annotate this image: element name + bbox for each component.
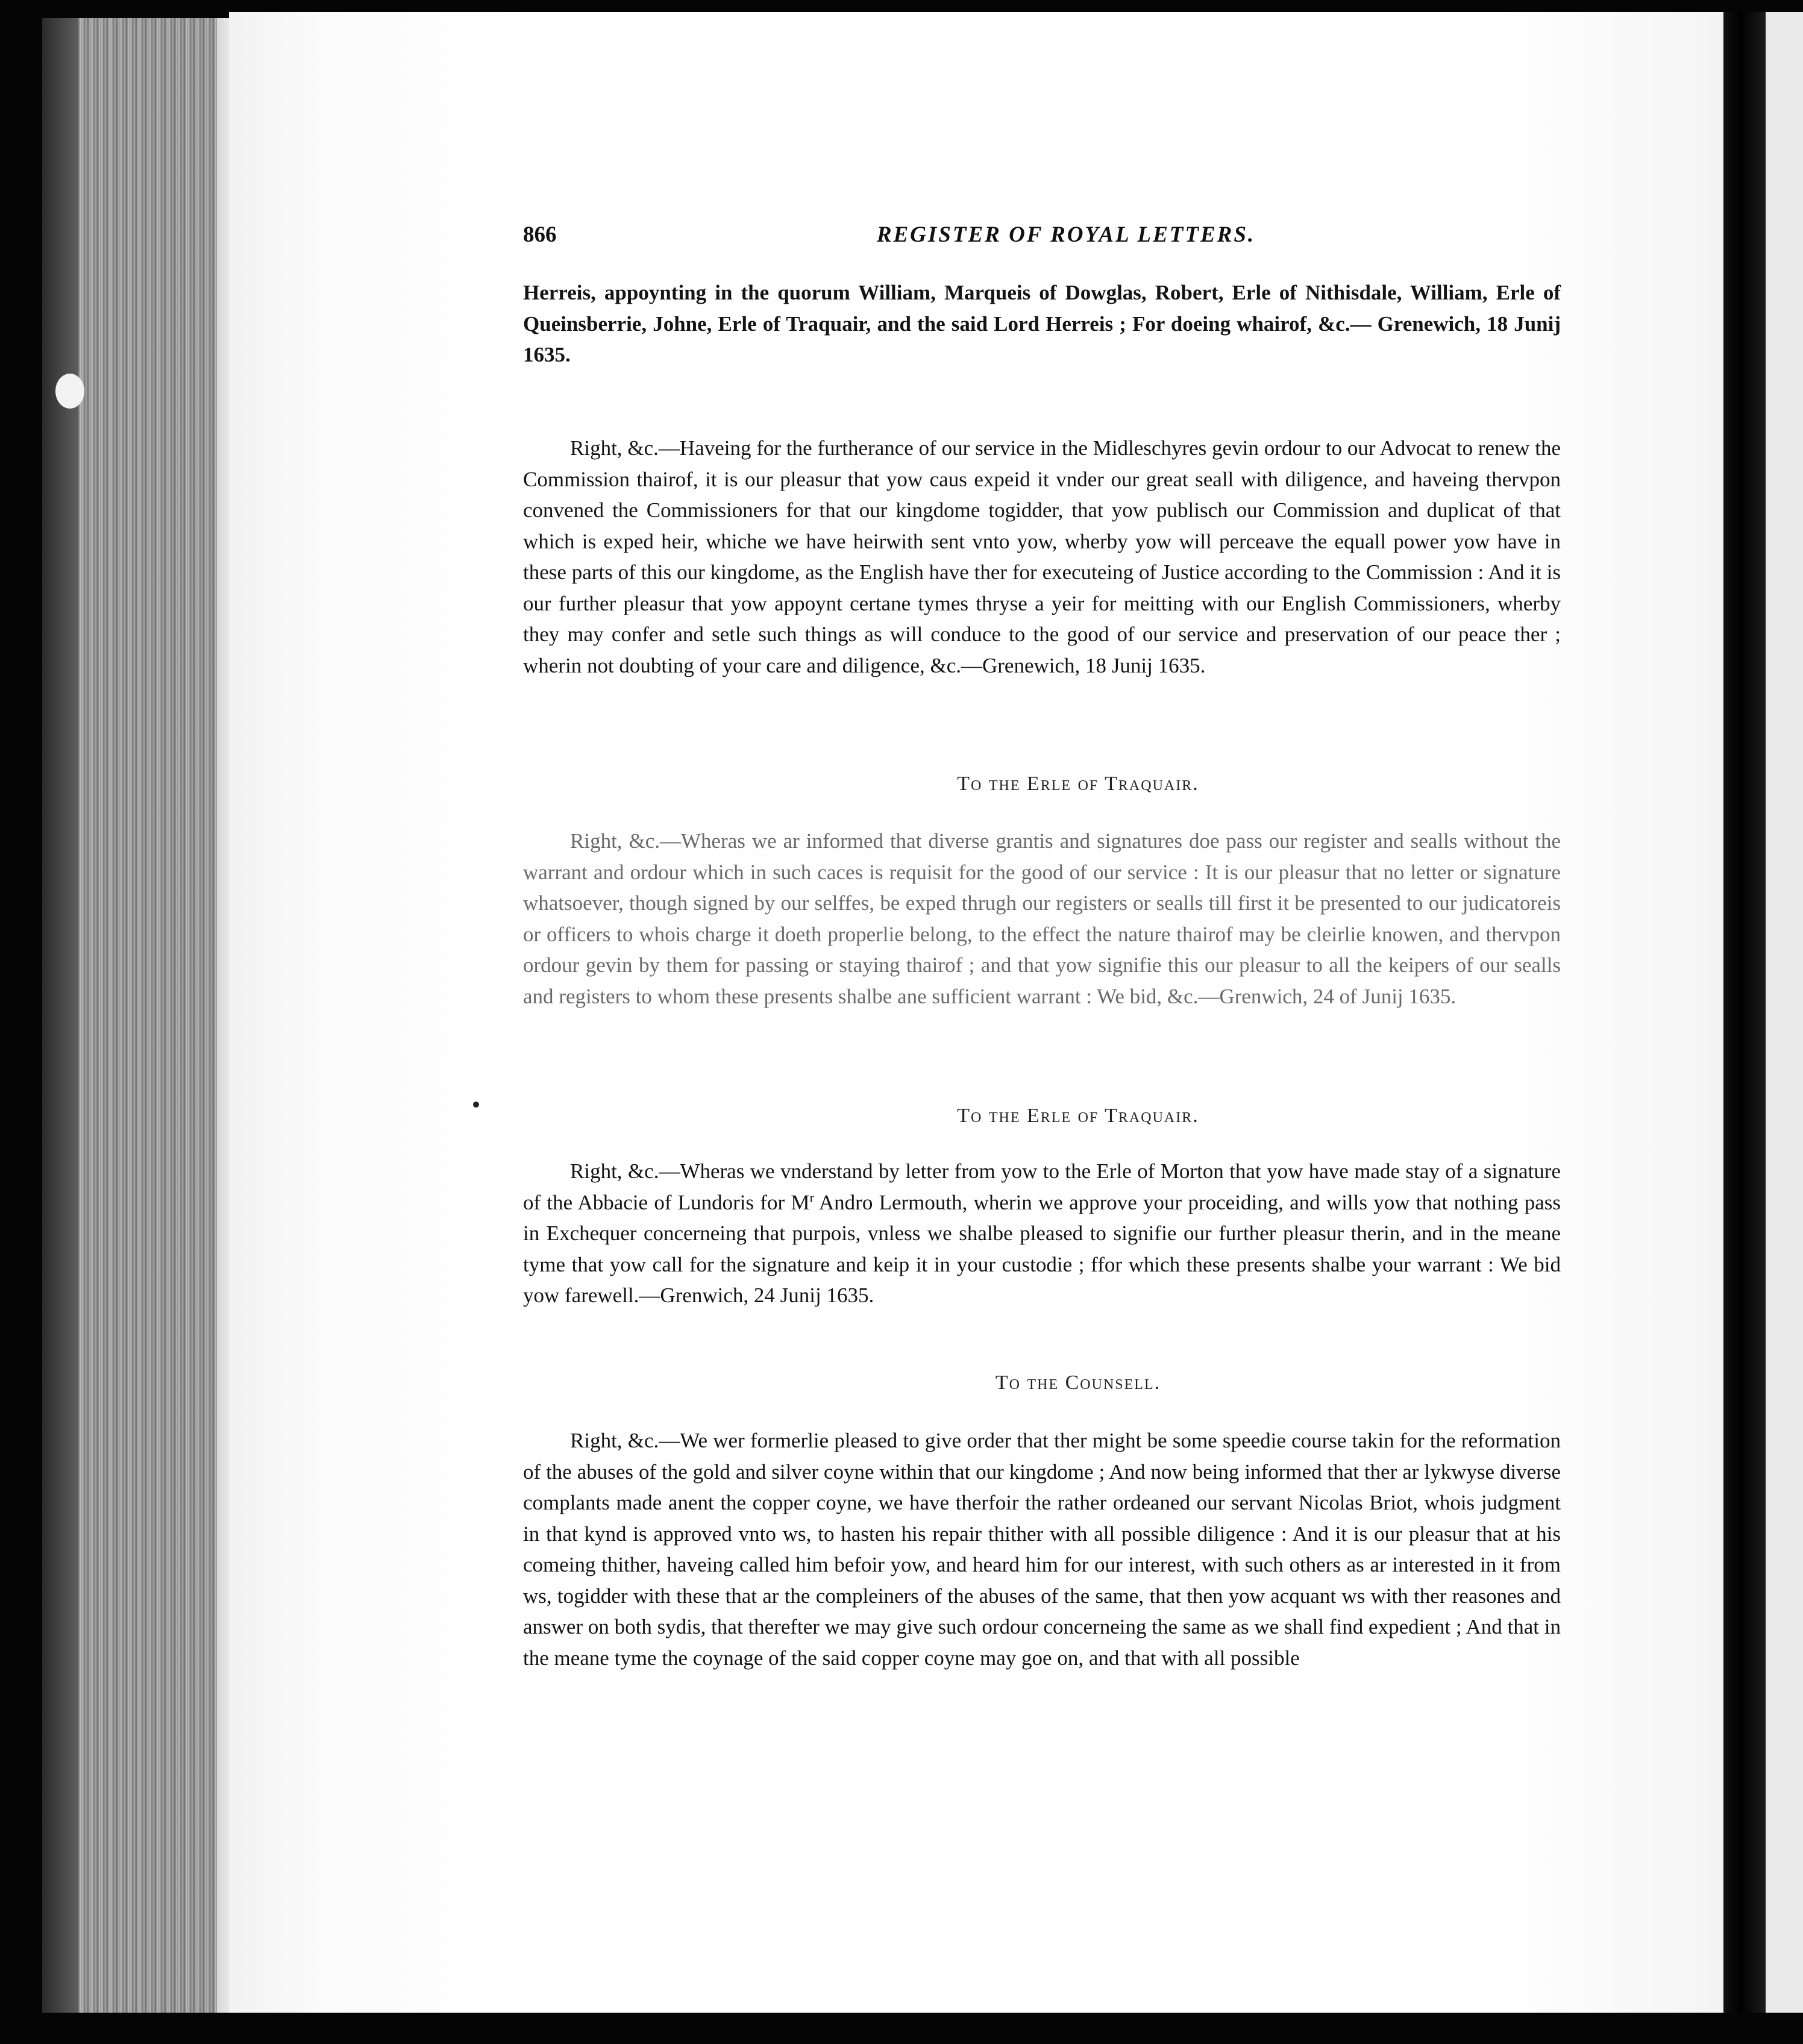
continuation-text: Herreis, appoynting in the quorum William, Marqueis of Dowglas, Robert, Erle of Nithisdale, William, Erle of Queinsberrie, Johne, Erle of Traquair, and the said Lord Herreis ; For doeing whairof, &c.— Grenewich, 18 Junij 1635. [523, 281, 1561, 366]
letter-registers-sealls [523, 826, 1561, 1012]
page-number: 866 [523, 222, 557, 247]
letter-abbacie-lundoris [523, 1156, 1561, 1311]
letter-registers-sealls-text: Right, &c.—Wheras we ar informed that diverse grantis and signatures doe pass our register and sealls without the warrant and ordour which in such caces is requisit for the good of our service : It is our pleasur that no letter or signature whatsoever, though signed by our selffes, be exped thrugh our registers or sealls till first it be presented to our judicatoreis or officers to whois charge it doeth properlie belong, to the effect the nature thairof may be cleirlie knowen, and thervpon ordour gevin by them for passing or staying thairof ; and that yow signifie this our pleasur to all the keipers of our sealls and registers to whom these presents shalbe ane sufficient warrant : We bid, &c.—Grenwich, 24 of Junij 1635. [523, 829, 1561, 1008]
letter-coyne [523, 1425, 1561, 1673]
book-binding [1723, 12, 1766, 2013]
heading-counsell: To the Counsell. [995, 1372, 1161, 1394]
letter-abbacie-lundoris-text [523, 1156, 1561, 1311]
heading-erle-of-traquair-2: To the Erle of Traquair. [957, 1105, 1199, 1127]
letter-abbacie-text-part2: Andro Lermouth, wherin we approve your proceiding, and wills yow that nothing pass in Exchequer concerneing that purpois, vnless we shalbe pleased to signifie our further pleasur therin, and in the meane tyme that yow call for the signature and keip it in your custodie ; ffor which these presents shalbe your warrant : We bid yow farewell.—Grenwich, 24 Junij 1635. [523, 1190, 1561, 1307]
scan-artifact [55, 374, 84, 409]
continuation-paragraph [523, 277, 1561, 371]
facing-page-edge [1766, 12, 1803, 2013]
running-head [523, 222, 1561, 256]
letter-midleschyres [523, 433, 1561, 681]
heading-erle-of-traquair-1: To the Erle of Traquair. [957, 773, 1199, 795]
letter-abbacie-superscript: r [809, 1190, 814, 1205]
letter-coyne-text: Right, &c.—We wer formerlie pleased to give order that ther might be some speedie course takin for the reformation of the abuses of the gold and silver coyne within that our kingdome ; And now being informed that ther ar lykwyse diverse complants made anent the copper coyne, we have therfoir the rather ordeaned our servant Nicolas Briot, whois judgment in that kynd is approved vnto ws, to hasten his repair thither with all possible diligence : And it is our pleasur that at his comeing thither, haveing called him befoir yow, and heard him for our interest, with such others as ar interested in it from ws, togidder with these that ar the compleiners of the abuses of the same, that then yow acquant ws with ther reasones and answer on both sydis, that therefter we may give such ordour concerneing the same as we shall find expedient ; And that in the meane tyme the coynage of the said copper coyne may goe on, and that with all possible [523, 1429, 1561, 1670]
scan-speck [473, 1102, 479, 1108]
letter-abbacie-text-part1: Right, &c.—Wheras we vnderstand by letter from yow to the Erle of Morton that yow have made stay of a signature of the Abbacie of Lundoris for M [523, 1159, 1561, 1214]
letter-midleschyres-text: Right, &c.—Haveing for the furtherance of our service in the Midleschyres gevin ordour to our Advocat to renew the Commission thairof, it is our pleasur that yow caus expeid it vnder our great seall with diligence, and haveing thervpon convened the Commissioners for that our kingdome togidder, that yow publisch our Commission and duplicat of that which is exped heir, whiche we have heirwith sent vnto yow, wherby yow will perceave the equall power yow have in these parts of this our kingdome, as the English have ther for executeing of Justice according to the Commission : And it is our further pleasur that yow appoynt certane tymes thryse a yeir for meitting with our English Commissioners, wherby they may confer and setle such things as will conduce to the good of our service and preservation of our peace ther ; wherin not doubting of your care and diligence, &c.—Grenewich, 18 Junij 1635. [523, 436, 1561, 677]
book-page-edges [42, 18, 235, 2013]
page-title: REGISTER OF ROYAL LETTERS. [876, 222, 1256, 247]
